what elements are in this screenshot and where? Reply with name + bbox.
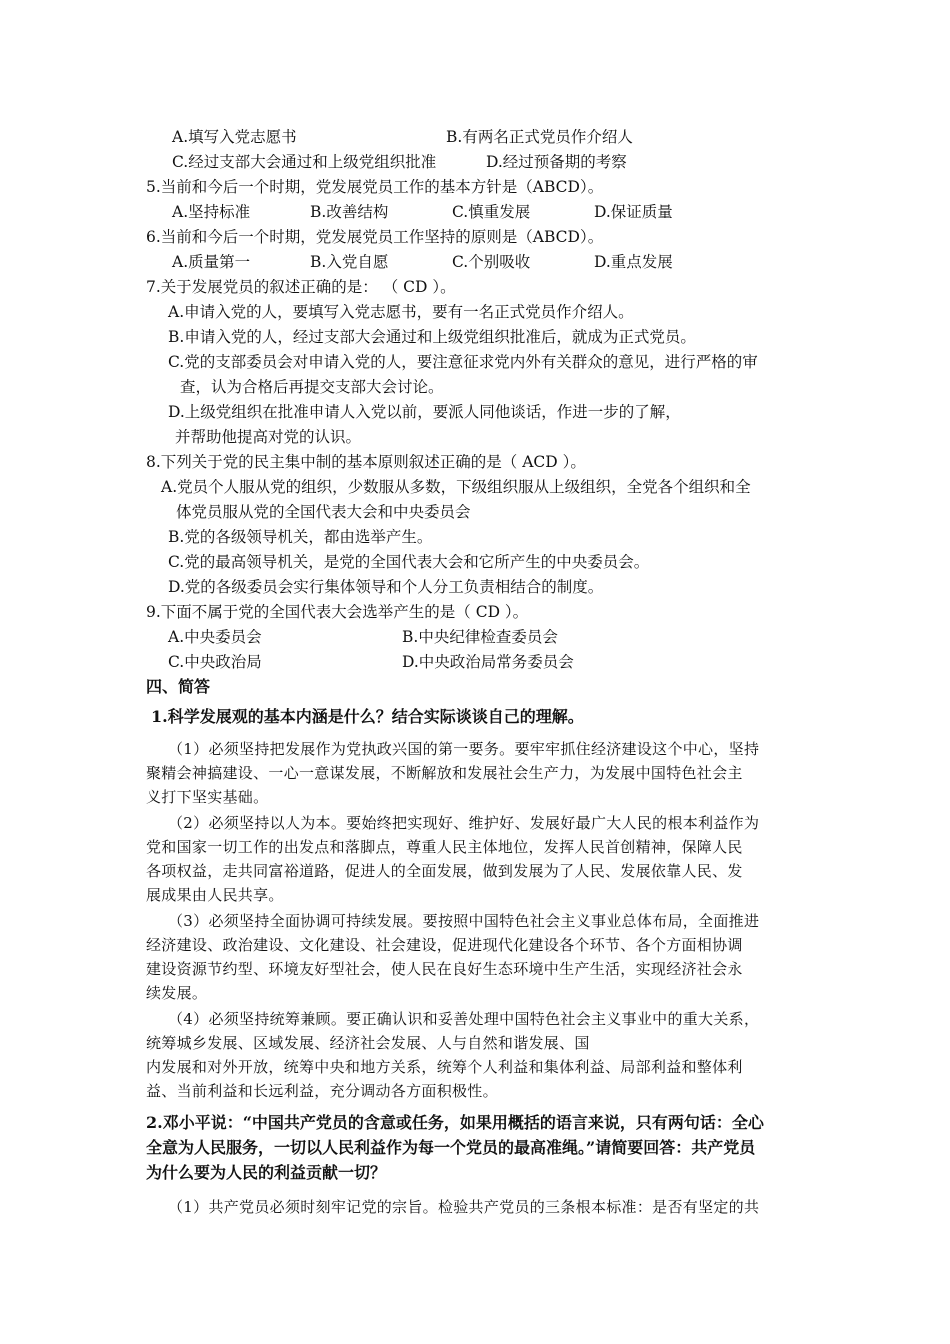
q1-answer-p4-line1: （4）必须坚持统筹兼顾。要正确认识和妥善处理中国特色社会主义事业中的重大关系，: [168, 1010, 760, 1028]
q5-option-d: D.保证质量: [594, 203, 673, 221]
q1-answer-p4-line4: 益、当前利益和长远利益，充分调动各方面积极性。: [146, 1082, 498, 1100]
q5-option-c: C.慎重发展: [452, 203, 531, 221]
short-answer-q2-title-line3: 为什么要为人民的利益贡献一切？: [146, 1163, 387, 1182]
q5-option-a: A.坚持标准: [172, 203, 251, 221]
q1-answer-p3-line1: （3）必须坚持全面协调可持续发展。要按照中国特色社会主义事业总体布局，全面推进: [168, 912, 760, 930]
q4-option-c: C.经过支部大会通过和上级党组织批准: [172, 153, 437, 171]
q1-answer-p2-line1: （2）必须坚持以人为本。要始终把实现好、维护好、发展好最广大人民的根本利益作为: [168, 814, 760, 832]
q7-option-a: A.申请入党的人，要填写入党志愿书，要有一名正式党员作介绍人。: [168, 303, 634, 321]
q2-answer-p1-line1: （1）共产党员必须时刻牢记党的宗旨。检验共产党员的三条根本标准：是否有坚定的共: [168, 1198, 760, 1216]
q1-answer-p2-line2: 党和国家一切工作的出发点和落脚点，尊重人民主体地位，发挥人民首创精神，保障人民: [146, 838, 743, 856]
short-answer-q2-title-line1: 2.邓小平说：“中国共产党员的含意或任务，如果用概括的语言来说，只有两句话：全心: [146, 1113, 764, 1132]
q4-option-a: A.填写入党志愿书: [172, 128, 297, 146]
q8-option-d: D.党的各级委员会实行集体领导和个人分工负责相结合的制度。: [168, 578, 604, 596]
q9-option-c: C.中央政治局: [168, 653, 262, 671]
q9-option-b: B.中央纪律检查委员会: [402, 628, 558, 646]
q6-option-a: A.质量第一: [172, 253, 251, 271]
q1-answer-p1-line1: （1）必须坚持把发展作为党执政兴国的第一要务。要牢牢抓住经济建设这个中心，坚持: [168, 740, 760, 758]
short-answer-q2-title-line2: 全意为人民服务，一切以人民利益作为每一个党员的最高准绳。”请简要回答：共产党员: [146, 1138, 756, 1157]
q5-options: [172, 202, 872, 222]
q4-options-row1: [172, 127, 872, 147]
q7-option-d-line1: D.上级党组织在批准申请人入党以前，要派人同他谈话，作进一步的了解，: [168, 403, 681, 421]
q1-answer-p2-line3: 各项权益，走共同富裕道路，促进人的全面发展，做到发展为了人民、发展依靠人民、发: [146, 862, 743, 880]
q8-option-c: C.党的最高领导机关，是党的全国代表大会和它所产生的中央委员会。: [168, 553, 650, 571]
q8-option-b: B.党的各级领导机关，都由选举产生。: [168, 528, 433, 546]
q7-option-d-line2: 并帮助他提高对党的认识。: [175, 428, 362, 446]
q1-answer-p3-line2: 经济建设、政治建设、文化建设、社会建设，促进现代化建设各个环节、各个方面相协调: [146, 936, 743, 954]
q9-option-d: D.中央政治局常务委员会: [402, 653, 574, 671]
q1-answer-p3-line4: 续发展。: [146, 984, 208, 1002]
q7-option-c-line1: C.党的支部委员会对申请入党的人，要注意征求党内外有关群众的意见，进行严格的审: [168, 353, 758, 371]
q7-stem: 7.关于发展党员的叙述正确的是： （ CD ）。: [146, 278, 456, 296]
q8-stem: 8.下列关于党的民主集中制的基本原则叙述正确的是（ ACD ）。: [146, 453, 586, 471]
q1-answer-p2-line4: 展成果由人民共享。: [146, 886, 284, 904]
short-answer-q1-title: 1.科学发展观的基本内涵是什么？结合实际谈谈自己的理解。: [151, 707, 584, 726]
q9-stem: 9.下面不属于党的全国代表大会选举产生的是（ CD ）。: [146, 603, 529, 621]
q1-answer-p4-line2: 统筹城乡发展、区域发展、经济社会发展、人与自然和谐发展、国: [146, 1034, 590, 1052]
q6-option-d: D.重点发展: [594, 253, 673, 271]
q4-options-row2: [172, 152, 872, 172]
q9-option-a: A.中央委员会: [168, 628, 262, 646]
q5-option-b: B.改善结构: [310, 203, 389, 221]
q1-answer-p1-line3: 义打下坚实基础。: [146, 788, 269, 806]
q6-stem: 6.当前和今后一个时期，党发展党员工作坚持的原则是（ABCD）。: [146, 228, 604, 246]
section-heading: 四、简答: [146, 677, 211, 696]
q8-option-a-line2: 体党员服从党的全国代表大会和中央委员会: [176, 503, 471, 521]
q5-stem: 5.当前和今后一个时期，党发展党员工作的基本方针是（ABCD）。: [146, 178, 604, 196]
q7-option-b: B.申请入党的人，经过支部大会通过和上级党组织批准后，就成为正式党员。: [168, 328, 696, 346]
q4-option-d: D.经过预备期的考察: [486, 153, 627, 171]
q4-option-b: B.有两名正式党员作介绍人: [446, 128, 633, 146]
q6-option-c: C.个别吸收: [452, 253, 531, 271]
q9-options-row1: [168, 627, 868, 647]
q1-answer-p3-line3: 建设资源节约型、环境友好型社会，使人民在良好生态环境中生产生活，实现经济社会永: [146, 960, 743, 978]
q9-options-row2: [168, 652, 868, 672]
q6-option-b: B.入党自愿: [310, 253, 389, 271]
q6-options: [172, 252, 872, 272]
q1-answer-p4-line3: 内发展和对外开放，统筹中央和地方关系，统筹个人利益和集体利益、局部利益和整体利: [146, 1058, 743, 1076]
q8-option-a-line1: A.党员个人服从党的组织，少数服从多数，下级组织服从上级组织，全党各个组织和全: [161, 478, 751, 496]
q7-option-c-line2: 查，认为合格后再提交支部大会讨论。: [180, 378, 444, 396]
q1-answer-p1-line2: 聚精会神搞建设、一心一意谋发展，不断解放和发展社会生产力，为发展中国特色社会主: [146, 764, 743, 782]
